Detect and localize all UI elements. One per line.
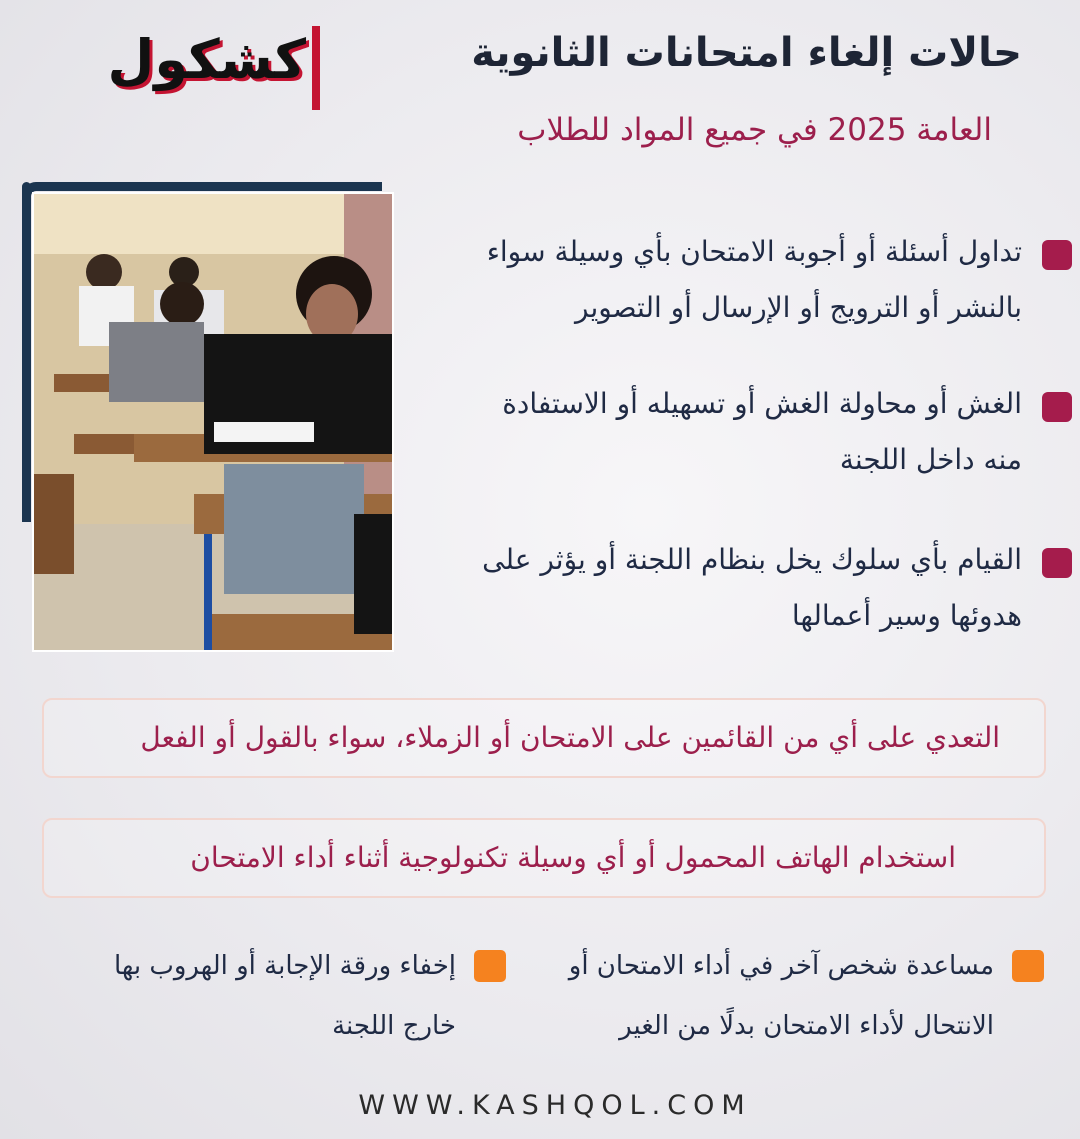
page-title: حالات إلغاء امتحانات الثانوية — [471, 30, 1022, 76]
square-bullet-icon — [1042, 548, 1072, 578]
bullet-item — [422, 532, 1022, 644]
bullet-line: خارج اللجنة — [332, 1011, 456, 1041]
bullet-line: القيام بأي سلوك يخل بنظام اللجنة أو يؤثر على — [482, 543, 1022, 576]
bullet-line: إخفاء ورقة الإجابة أو الهروب بها — [113, 951, 456, 981]
orange-square-bullet-icon — [1012, 950, 1044, 982]
bullet-line: منه داخل اللجنة — [839, 443, 1022, 476]
bullet-line: مساعدة شخص آخر في أداء الامتحان أو — [568, 951, 994, 981]
kashqol-logo[interactable] — [108, 26, 320, 110]
highlight-box: استخدام الهاتف المحمول أو أي وسيلة تكنولوجية أثناء أداء الامتحان — [42, 818, 1046, 898]
page-subtitle: العامة 2025 في جميع المواد للطلاب — [517, 112, 992, 148]
bullet-item — [422, 376, 1022, 488]
bullet-line: الانتحال لأداء الامتحان بدلًا من الغير — [619, 1011, 994, 1041]
bullet-item — [422, 224, 1022, 336]
logo-text: كشكول — [107, 28, 306, 91]
orange-bullet-item — [564, 936, 994, 1056]
bullet-line: تداول أسئلة أو أجوبة الامتحان بأي وسيلة سواء — [486, 235, 1022, 268]
bullet-line: بالنشر أو الترويج أو الإرسال أو التصوير — [575, 291, 1022, 324]
footer-url[interactable]: WWW.KASHQOL.COM — [358, 1090, 752, 1121]
bullet-line: الغش أو محاولة الغش أو تسهيله أو الاستفادة — [502, 387, 1022, 420]
exam-students-photo — [32, 192, 394, 652]
square-bullet-icon — [1042, 240, 1072, 270]
square-bullet-icon — [1042, 392, 1072, 422]
bullet-line: هدوئها وسير أعمالها — [791, 599, 1022, 632]
highlight-box: التعدي على أي من القائمين على الامتحان أو الزملاء، سواء بالقول أو الفعل — [42, 698, 1046, 778]
orange-bullet-item — [36, 936, 456, 1056]
orange-square-bullet-icon — [474, 950, 506, 982]
logo-bar — [312, 26, 320, 110]
